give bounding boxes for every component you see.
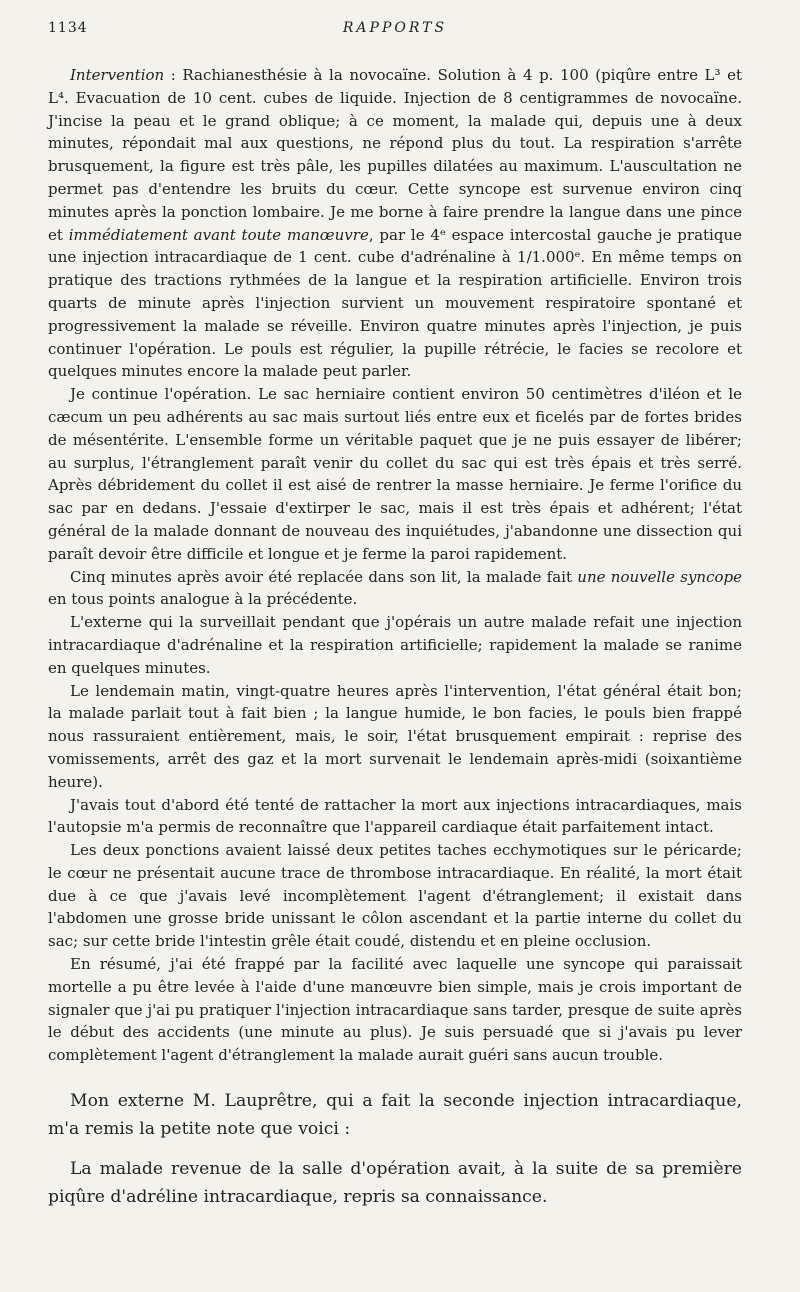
paragraph: L'externe qui la surveillait pendant que j'opérais un autre malade refait une injection intracardiaque d'adrénaline et la respiration artificielle; rapidement la malade se ranime en quelques minutes. [48, 613, 742, 677]
paragraph-large: Mon externe M. Lauprêtre, qui a fait la seconde injection intracardiaque, m'a remis la petite note que voici : [48, 1091, 742, 1140]
quoted-note-section [48, 1087, 742, 1211]
paragraph-large: La malade revenue de la salle d'opération avait, à la suite de sa première piqûre d'adréline intracardiaque, repris sa connaissance. [48, 1159, 742, 1208]
page-number: 1134 [48, 20, 88, 36]
paragraph: J'avais tout d'abord été tenté de rattacher la mort aux injections intracardiaques, mais l'autopsie m'a permis de reconnaître que l'appareil cardiaque était parfaitement intact. [48, 795, 742, 837]
paragraph: Cinq minutes après avoir été replacée dans son lit, la malade fait une nouvelle syncope en tous points analogue à la précédente. [48, 567, 743, 609]
report-body [48, 64, 742, 1067]
italic-emphasis: immédiatement avant toute manœuvre [68, 225, 369, 244]
paragraph: Le lendemain matin, vingt-quatre heures après l'intervention, l'état général était bon; la malade parlait tout à fait bien ; la langue humide, le bon facies, le pouls bien frappé nous rassuraient entièrement, mais, le soir, l'état brusquement empirait : reprise des vomissements, arrêt des gaz et la mort survenait le lendemain après-midi (soixantième heure). [48, 681, 742, 791]
paragraph: En résumé, j'ai été frappé par la facilité avec laquelle une syncope qui paraissait mortelle a pu être levée à l'aide d'une manœuvre bien simple, mais je crois important de signaler que j'ai pu pratiquer l'injection intracardiaque sans tarder, presque de suite après le début des accidents (une minute au plus). Je suis persuadé que si j'avais pu lever complètement l'agent d'étranglement la malade aurait guéri sans aucun trouble. [48, 955, 742, 1065]
italic-emphasis: une nouvelle syncope [577, 567, 743, 586]
paragraph-intervention: Intervention : Rachianesthésie à la novocaïne. Solution à 4 p. 100 (piqûre entre L³ et L⁴. Evacuation de 10 cent. cubes de liquide. Injection de 8 centigrammes de novocaïne. J'incise la peau et le grand oblique; à ce moment, la malade qui, depuis une à deux minutes, répondait mal aux questions, ne répond plus du tout. La respiration s'arrête brusquement, la figure est très pâle, les pupilles dilatées au maximum. L'auscultation ne permet pas d'entendre les bruits du cœur. Cette syncope est survenue environ cinq minutes après la ponction lombaire. Je me borne à faire prendre la langue dans une pince et immédiatement avant toute manœuvre, par le 4ᵉ espace intercostal gauche je pratique une injection intracardiaque de 1 cent. cube d'adrénaline à 1/1.000ᵉ. En même temps on pratique des tractions rythmées de la langue et la respiration artificielle. Environ trois quarts de minute après l'injection survient un mouvement respiratoire spontané et progressivement la malade se réveille. Environ quatre minutes après l'injection, je puis continuer l'opération. Le pouls est régulier, la pupille rétrécie, le facies se recolore et quelques minutes encore la malade peut parler. [48, 66, 742, 381]
paragraph: Les deux ponctions avaient laissé deux petites taches ecchymotiques sur le péricarde; le cœur ne présentait aucune trace de thrombose intracardiaque. En réalité, la mort était due à ce que j'avais levé incomplètement l'agent d'étranglement; il existait dans l'abdomen une grosse bride unissant le côlon ascendant et la partie interne du collet du sac; sur cette bride l'intestin grêle était coudé, distendu et en pleine occlusion. [48, 841, 742, 951]
italic-lead: Intervention [70, 66, 165, 84]
paragraph: Je continue l'opération. Le sac herniaire contient environ 50 centimètres d'iléon et le cæcum un peu adhérents au sac mais surtout liés entre eux et ficelés par de fortes brides de mésentérite. L'ensemble forme un véritable paquet que je ne puis essayer de libérer; au surplus, l'étranglement paraît venir du collet du sac qui est très épais et très serré. Après débridement du collet il est aisé de rentrer la masse herniaire. Je ferme l'orifice du sac par en dedans. J'essaie d'extirper le sac, mais il est très épais et adhérent; l'état général de la malade donnant de nouveau des inquiétudes, j'abandonne une dissection qui paraît devoir être difficile et longue et je ferme la paroi rapidement. [48, 385, 742, 563]
page-header [48, 20, 742, 52]
running-title: RAPPORTS [342, 20, 448, 36]
